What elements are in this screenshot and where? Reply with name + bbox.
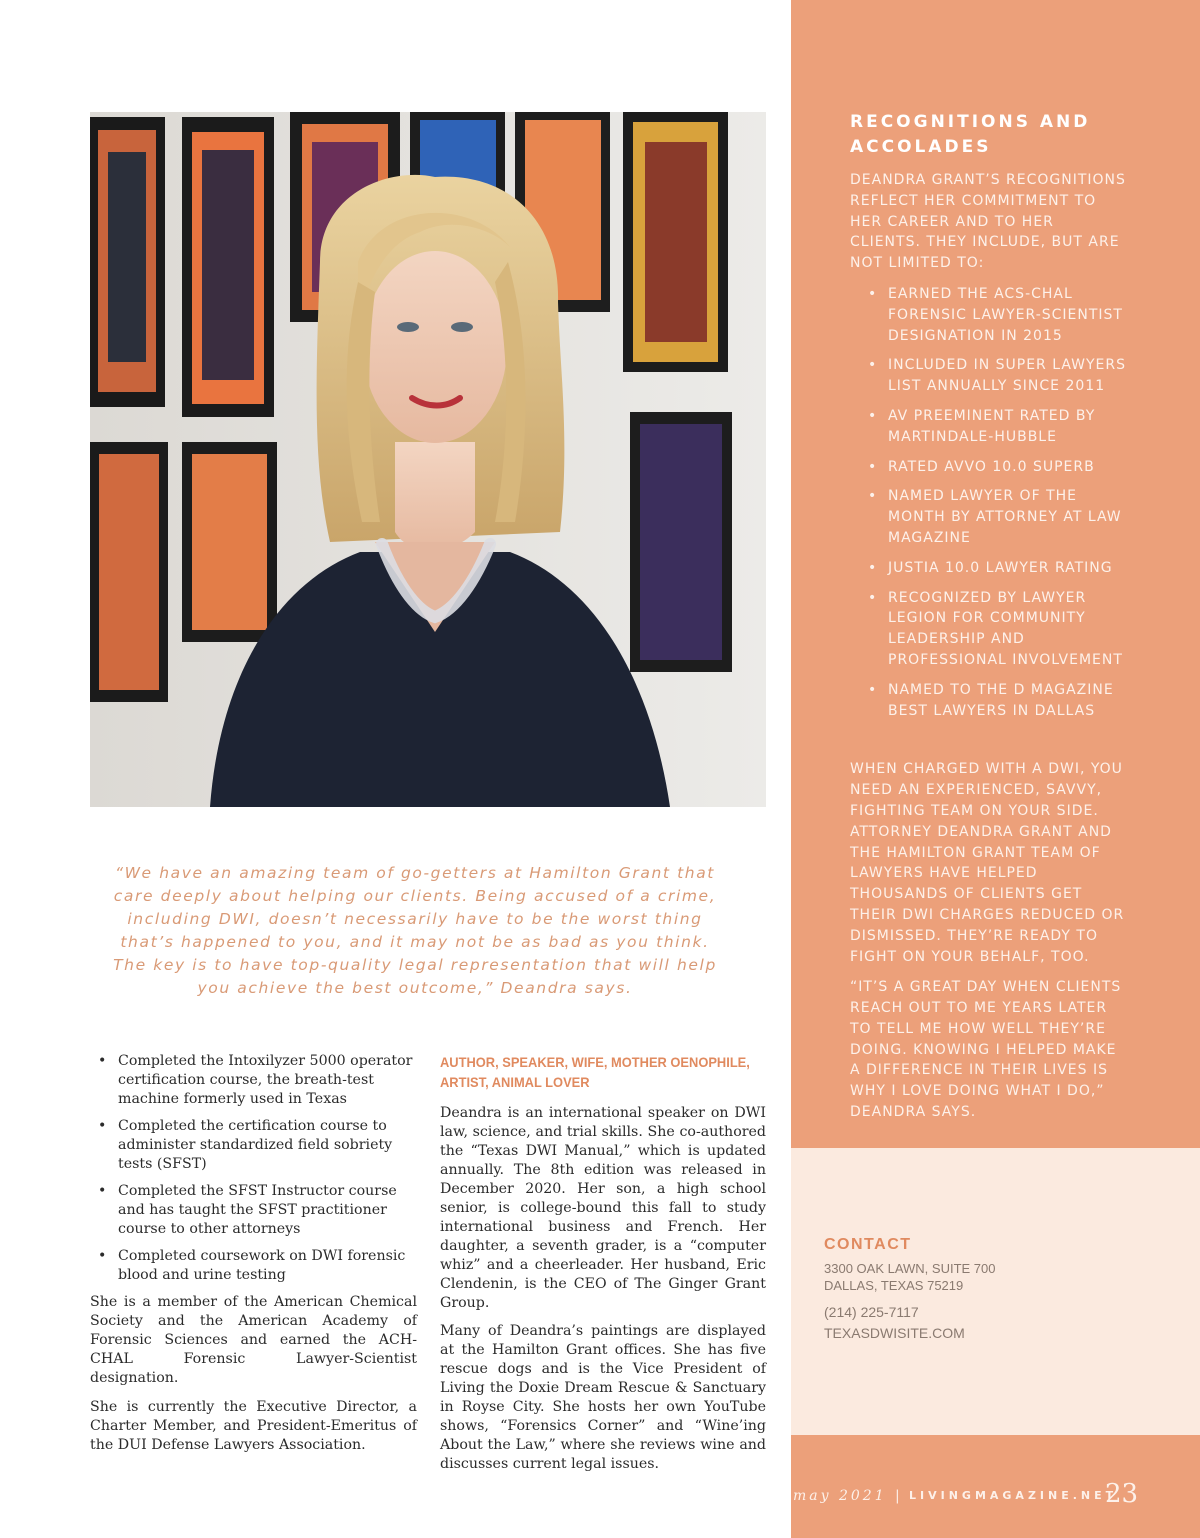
address-line: 3300 OAK LAWN, SUITE 700 <box>824 1261 996 1276</box>
pull-quote: “We have an amazing team of go-getters at Hamilton Grant that care deeply about helping our clients. Being accused of a crime, including DWI, doesn’t necessarily have to be the worst thing that’s happened to you, and it may not be as bad as you think. The key is to have top-quality legal representation that will help you achieve the best outcome,” Deandra says. <box>113 864 717 997</box>
contact-band <box>791 1148 1200 1435</box>
accolade-item: • JUSTIA 10.0 LAWYER RATING <box>850 558 1130 579</box>
body-paragraph: She is a member of the American Chemical Society and the American Academy of Forensic Sciences and earned the ACH-CHAL Forensic Lawyer-Scientist designation. <box>90 1294 417 1386</box>
page-footer <box>791 1479 1200 1511</box>
accolade-item: • AV PREEMINENT RATED BY MARTINDALE-HUBBLE <box>850 406 1130 448</box>
contact-block <box>824 1236 995 1344</box>
accolades-list <box>850 284 1130 721</box>
phone-number[interactable]: (214) 225-7117 <box>824 1304 919 1320</box>
accolade-item: • NAMED LAWYER OF THE MONTH BY ATTORNEY AT LAW MAGAZINE <box>850 486 1130 548</box>
right-column <box>440 1052 766 1483</box>
body-paragraph: She is currently the Executive Director, a Charter Member, and President-Emeritus of the DUI Defense Lawyers Association. <box>90 1399 417 1453</box>
sidebar-paragraph: WHEN CHARGED WITH A DWI, YOU NEED AN EXPERIENCED, SAVVY, FIGHTING TEAM ON YOUR SIDE. ATTORNEY DEANDRA GRANT AND THE HAMILTON GRANT TEAM OF LAWYERS HAVE HELPED THOUSANDS OF CLIENTS GET THEIR DWI CHARGES REDUCED OR DISMISSED. THEY’RE READY TO FIGHT ON YOUR BEHALF, TOO. <box>850 761 1125 965</box>
accolade-item: • RATED AVVO 10.0 SUPERB <box>850 457 1130 478</box>
list-item: • Completed the SFST Instructor course and has taught the SFST practitioner course to other attorneys <box>90 1182 417 1239</box>
portrait-photo <box>90 112 766 807</box>
credentials-list <box>90 1052 417 1285</box>
sidebar-content <box>850 110 1130 1123</box>
footer-separator: | <box>895 1488 900 1504</box>
sidebar-quote: “IT’S A GREAT DAY WHEN CLIENTS REACH OUT TO ME YEARS LATER TO TELL ME HOW WELL THEY’RE DOING. KNOWING I HELPED MAKE A DIFFERENCE IN THEIR LIVES IS WHY I LOVE DOING WHAT I DO,” DEANDRA SAYS. <box>850 979 1122 1121</box>
list-item: • Completed coursework on DWI forensic blood and urine testing <box>90 1247 417 1285</box>
accolade-item: • NAMED TO THE D MAGAZINE BEST LAWYERS IN DALLAS <box>850 680 1130 722</box>
footer-band <box>791 1435 1200 1538</box>
contact-heading: CONTACT <box>824 1236 912 1253</box>
section-heading: AUTHOR, SPEAKER, WIFE, MOTHER OENOPHILE, ARTIST, ANIMAL LOVER <box>440 1054 750 1090</box>
sidebar-intro: DEANDRA GRANT’S RECOGNITIONS REFLECT HER COMMITMENT TO HER CAREER AND TO HER CLIENTS. THEY INCLUDE, BUT ARE NOT LIMITED TO: <box>850 172 1126 272</box>
website-link[interactable]: TEXASDWISITE.COM <box>824 1325 965 1341</box>
address-line: DALLAS, TEXAS 75219 <box>824 1278 964 1293</box>
list-item: • Completed the certification course to administer standardized field sobriety tests (SFST) <box>90 1117 417 1174</box>
left-column <box>90 1052 417 1465</box>
issue-date: may 2021 <box>793 1488 887 1504</box>
body-paragraph: Many of Deandra’s paintings are displayed at the Hamilton Grant offices. She has five rescue dogs and is the Vice President of Living the Doxie Dream Rescue & Sanctuary in Royse City. She hosts her own YouTube shows, “Forensics Corner” and “Wine’ing About the Law,” where she reviews wine and discusses current legal issues. <box>440 1323 766 1472</box>
sidebar-title: RECOGNITIONS AND ACCOLADES <box>850 112 1091 157</box>
body-paragraph: Deandra is an international speaker on DWI law, science, and trial skills. She co-authored the “Texas DWI Manual,” which is updated annually. The 8th edition was released in December 2020. Her son, a high school senior, is college-bound this fall to study international business and French. Her daughter, a seventh grader, is a “computer whiz” and a cheerleader. Her husband, Eric Clendenin, is the CEO of The Ginger Grant Group. <box>440 1105 766 1311</box>
recognitions-sidebar <box>791 0 1200 1148</box>
accolade-item: • EARNED THE ACS-CHAL FORENSIC LAWYER-SCIENTIST DESIGNATION IN 2015 <box>850 284 1130 346</box>
page-number: 23 <box>1105 1479 1139 1509</box>
accolade-item: • RECOGNIZED BY LAWYER LEGION FOR COMMUNITY LEADERSHIP AND PROFESSIONAL INVOLVEMENT <box>850 588 1130 671</box>
accolade-item: • INCLUDED IN SUPER LAWYERS LIST ANNUALLY SINCE 2011 <box>850 355 1130 397</box>
magazine-site[interactable]: LIVINGMAGAZINE.NET <box>909 1489 1118 1502</box>
list-item: • Completed the Intoxilyzer 5000 operator certification course, the breath-test machine formerly used in Texas <box>90 1052 417 1109</box>
